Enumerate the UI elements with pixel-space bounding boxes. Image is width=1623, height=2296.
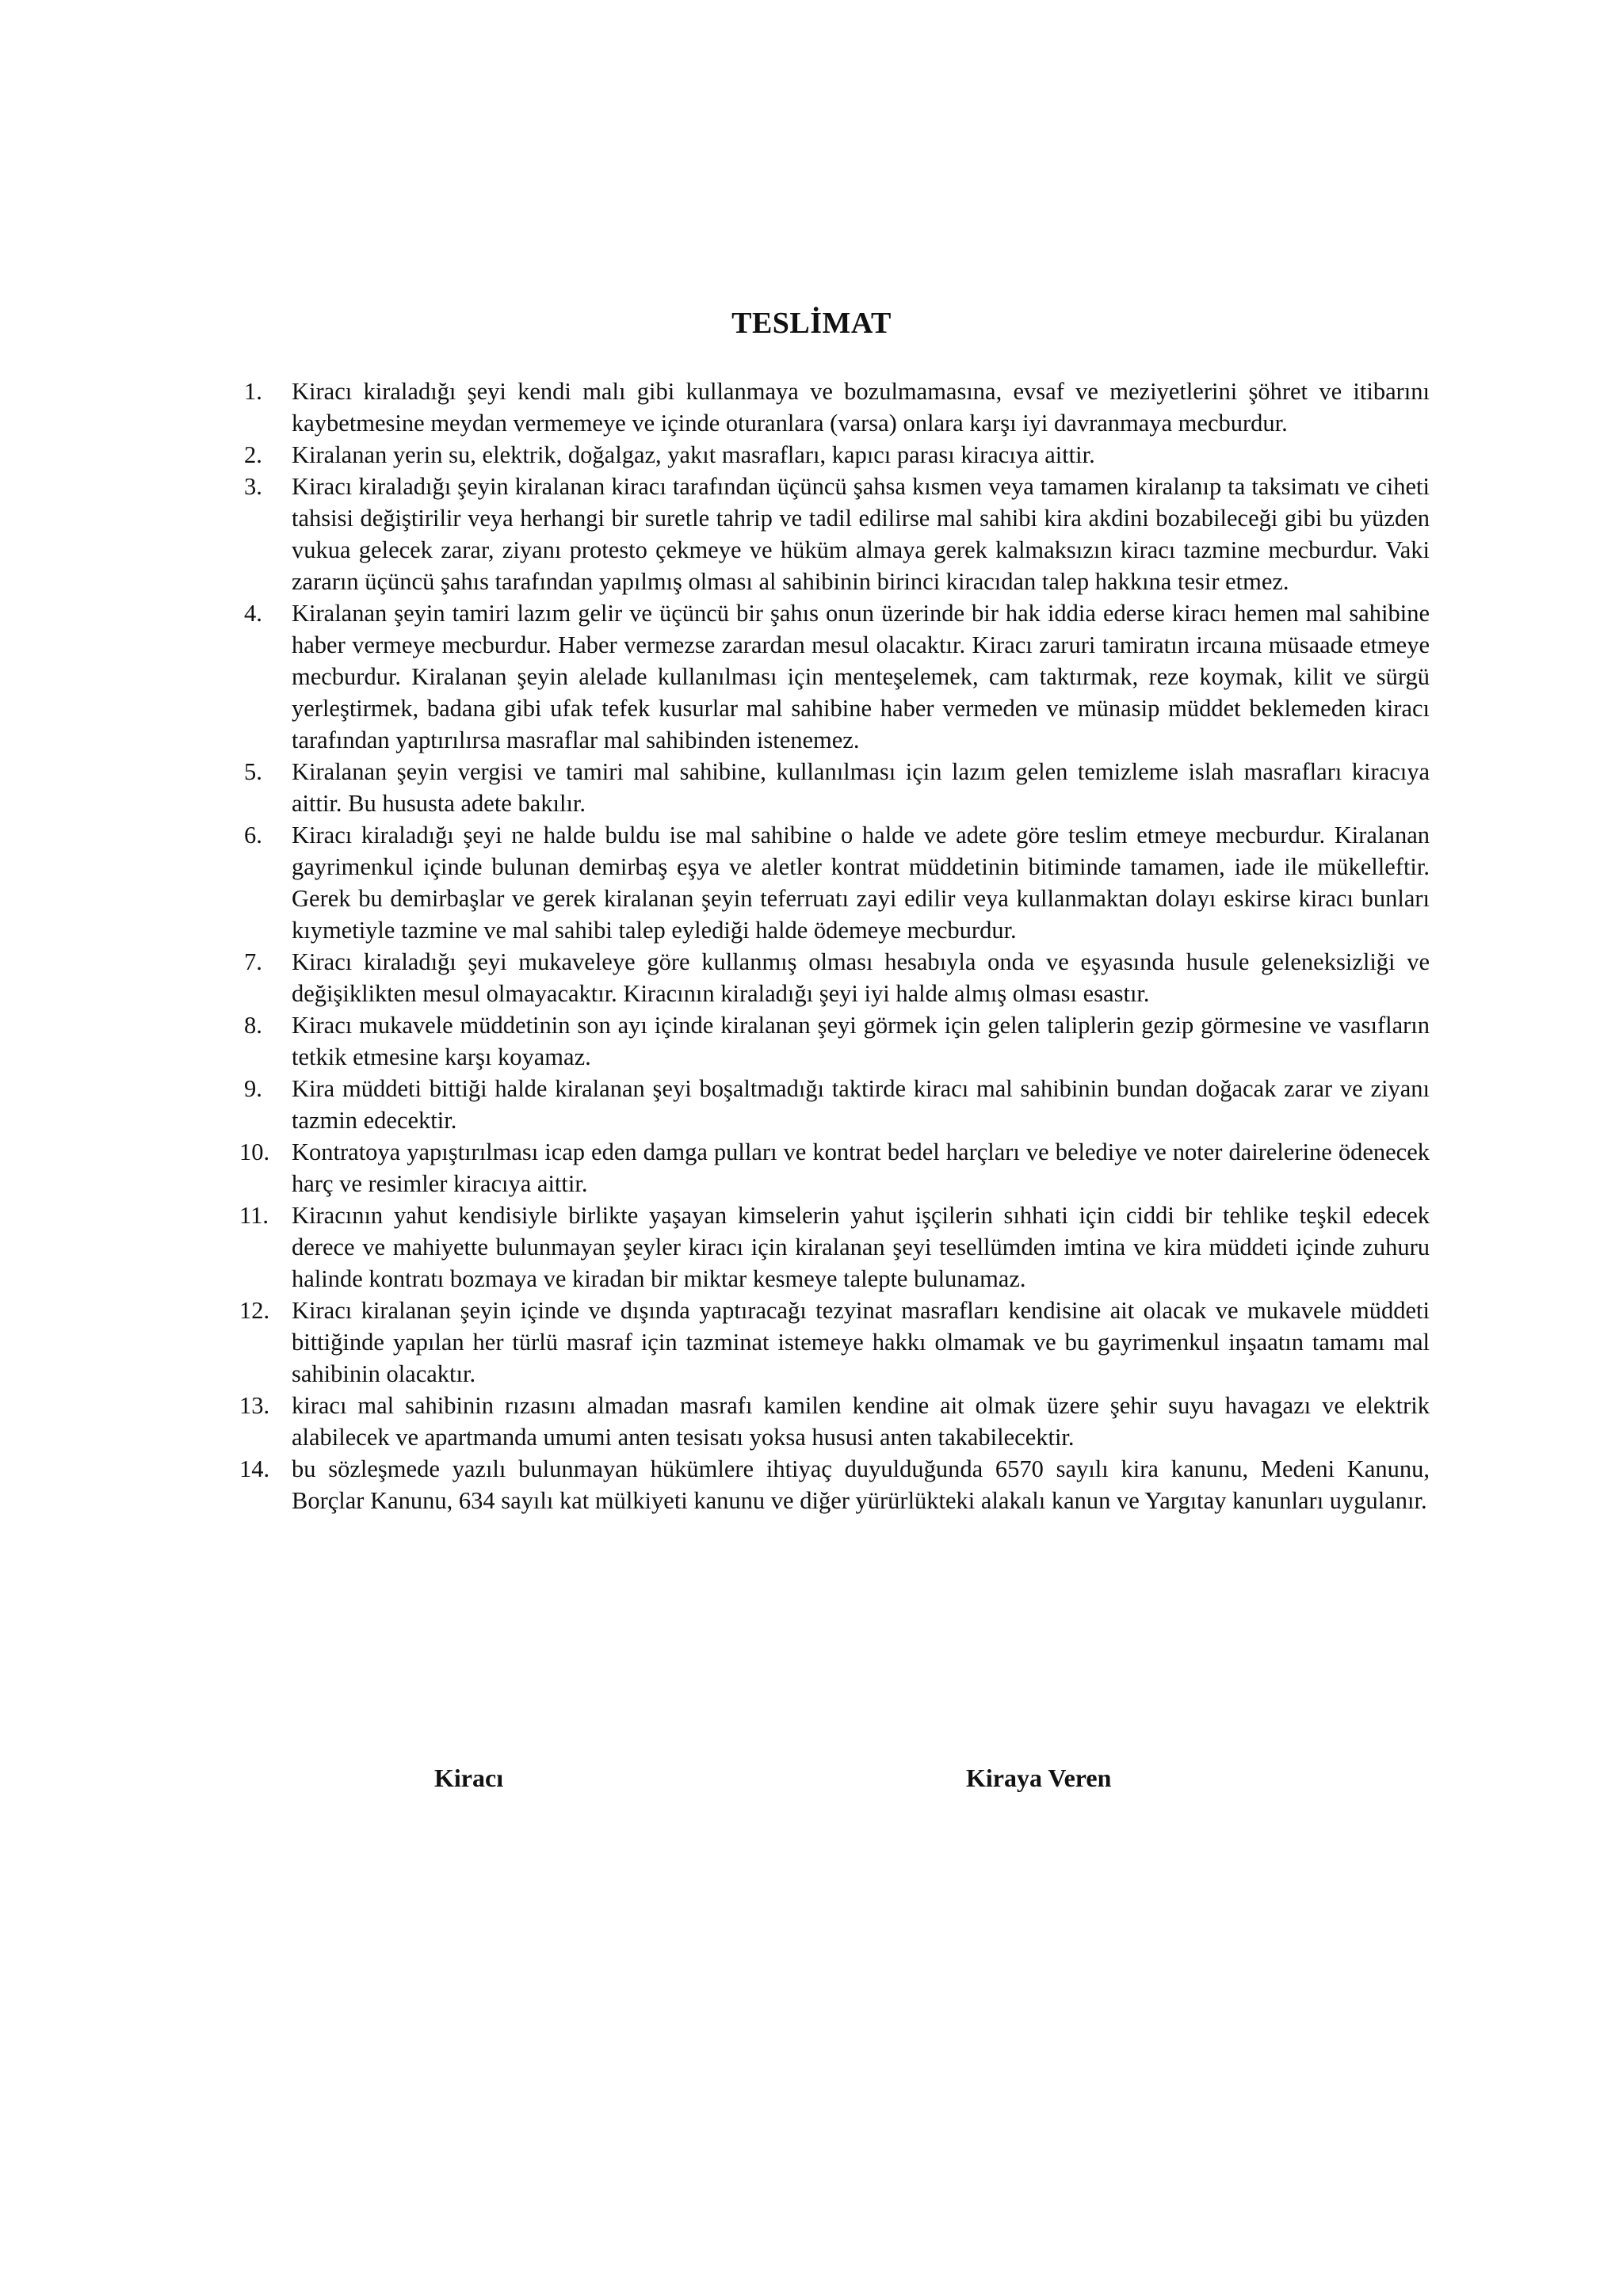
clause-number: 7.: [244, 948, 262, 975]
clause-text: Kiralanan şeyin vergisi ve tamiri mal sahibine, kullanılması için lazım gelen temizleme islah masrafları kiracıya aittir. Bu hususta adete bakılır.: [292, 758, 1430, 817]
clause-item: [239, 1390, 1430, 1453]
clause-item: [239, 471, 1430, 597]
clause-text: Kiralanan yerin su, elektrik, doğalgaz, yakıt masrafları, kapıcı parası kiracıya aittir.: [292, 441, 1095, 468]
clause-text: Kontratoya yapıştırılması icap eden damga pulları ve kontrat bedel harçları ve belediye ve noter dairelerine ödenecek harç ve resimler kiracıya aittir.: [292, 1138, 1430, 1197]
clause-item: [239, 376, 1430, 439]
clause-text: Kiracı kiraladığı şeyin kiralanan kiracı tarafından üçüncü şahsa kısmen veya tamamen kiralanıp ta taksimatı ve ciheti tahsisi değiştirilir veya herhangi bir suretle tahrip ve tadil edilirse mal sahibi kira akdini bozabileceği gibi bu yüzden vukua gelecek zarar, ziyanı protesto çekmeye ve hüküm almaya gerek kalmaksızın kiracı tazmine mecburdur. Vaki zararın üçüncü şahıs tarafından yapılmış olması al sahibinin birinci kiracıdan talep hakkına tesir etmez.: [292, 473, 1430, 595]
clause-item: [239, 819, 1430, 946]
clause-number: 1.: [244, 378, 262, 405]
clause-item: [239, 1009, 1430, 1073]
clause-number: 9.: [244, 1075, 262, 1102]
clause-text: Kiracı kiraladığı şeyi mukaveleye göre kullanmış olması hesabıyla onda ve eşyasında husule geleneksizliği ve değişiklikten mesul olmayacaktır. Kiracının kiraladığı şeyi iyi halde almış olması esastır.: [292, 948, 1430, 1007]
clause-item: [239, 756, 1430, 819]
clause-item: [239, 597, 1430, 756]
clause-number: 4.: [244, 600, 262, 627]
clause-item: [239, 439, 1430, 471]
clause-text: Kira müddeti bittiği halde kiralanan şeyi boşaltmadığı taktirde kiracı mal sahibinin bundan doğacak zarar ve ziyanı tazmin edecektir.: [292, 1075, 1430, 1134]
clause-number: 13.: [239, 1392, 270, 1419]
clause-text: bu sözleşmede yazılı bulunmayan hükümlere ihtiyaç duyulduğunda 6570 sayılı kira kanunu, Medeni Kanunu, Borçlar Kanunu, 634 sayılı kat mülkiyeti kanunu ve diğer yürürlükteki alakalı kanun ve Yargıtay kanunları uygulanır.: [292, 1455, 1430, 1514]
signature-label-tenant: Kiracı: [434, 1764, 504, 1792]
clause-number: 12.: [239, 1297, 270, 1324]
clause-item: [239, 946, 1430, 1009]
clause-text: Kiracı kiraladığı şeyi ne halde buldu ise mal sahibine o halde ve adete göre teslim etmeye mecburdur. Kiralanan gayrimenkul içinde bulunan demirbaş eşya ve aletler kontrat müddetinin bitiminde tamamen, iade ile mükelleftir. Gerek bu demirbaşlar ve gerek kiralanan şeyin teferruatı zayi edilir veya kullanmaktan dolayı eskirse kiracı bunları kıymetiyle tazmine ve mal sahibi talep eylediği halde ödemeye mecburdur.: [292, 822, 1430, 944]
clause-text: Kiracı mukavele müddetinin son ayı içinde kiralanan şeyi görmek için gelen taliplerin gezip görmesine ve vasıfların tetkik etmesine karşı koyamaz.: [292, 1012, 1430, 1070]
clause-number: 3.: [244, 473, 262, 500]
clause-item: [239, 1453, 1430, 1516]
clause-text: Kiralanan şeyin tamiri lazım gelir ve üçüncü bir şahıs onun üzerinde bir hak iddia ederse kiracı hemen mal sahibine haber vermeye mecburdur. Haber vermezse zarardan mesul olacaktır. Kiracı zaruri tamiratın ircaına müsaade etmeye mecburdur. Kiralanan şeyin alelade kullanılması için menteşelemek, cam taktırmak, reze koymak, kilit ve sürgü yerleştirmek, badana gibi ufak tefek kusurlar mal sahibine haber vermeden ve münasip müddet beklemeden kiracı tarafından yaptırılırsa masraflar mal sahibinden istenemez.: [292, 600, 1430, 753]
clause-item: [239, 1295, 1430, 1390]
clause-list: [239, 376, 1430, 1516]
clause-item: [239, 1199, 1430, 1295]
clause-number: 5.: [244, 758, 262, 785]
clause-number: 14.: [239, 1455, 270, 1482]
clause-text: Kiracı kiraladığı şeyi kendi malı gibi kullanmaya ve bozulmamasına, evsaf ve meziyetlerini şöhret ve itibarını kaybetmesine meydan vermemeye ve içinde oturanlara (varsa) onlara karşı iyi davranmaya mecburdur.: [292, 378, 1430, 437]
clause-number: 8.: [244, 1012, 262, 1039]
clause-number: 2.: [244, 441, 262, 468]
clause-text: Kiracı kiralanan şeyin içinde ve dışında yaptıracağı tezyinat masrafları kendisine ait olacak ve mukavele müddeti bittiğinde yapılan her türlü masraf için tazminat istemeye hakkı olmamak ve bu gayrimenkul inşaatın tamamı mal sahibinin olacaktır.: [292, 1297, 1430, 1387]
clause-number: 10.: [239, 1138, 270, 1165]
clause-item: [239, 1136, 1430, 1199]
clause-number: 11.: [239, 1202, 269, 1229]
clause-item: [239, 1073, 1430, 1136]
document-title: TESLİMAT: [731, 307, 892, 340]
clause-text: Kiracının yahut kendisiyle birlikte yaşayan kimselerin yahut işçilerin sıhhati için ciddi bir tehlike teşkil edecek derece ve mahiyette bulunmayan şeyler kiracı için kiralanan şeyi tesellümden imtina ve kira müddeti içinde zuhuru halinde kontratı bozmaya ve kiradan bir miktar kesmeye talepte bulunamaz.: [292, 1202, 1430, 1292]
signature-label-landlord: Kiraya Veren: [966, 1764, 1112, 1792]
clause-number: 6.: [244, 822, 262, 849]
clause-text: kiracı mal sahibinin rızasını almadan masrafı kamilen kendine ait olmak üzere şehir suyu havagazı ve elektrik alabilecek ve apartmanda umumi anten tesisatı yoksa hususi anten takabilecektir.: [292, 1392, 1430, 1451]
